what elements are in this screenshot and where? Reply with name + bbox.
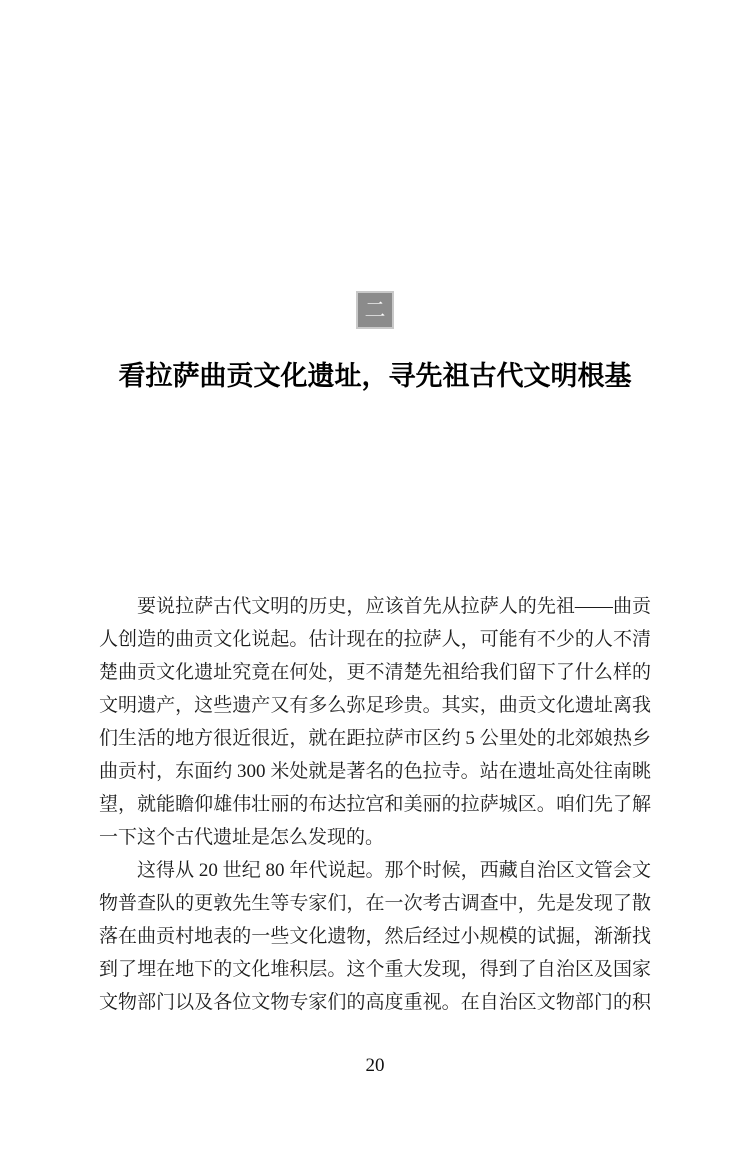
text-line: 要说拉萨古代文明的历史，应该首先从拉萨人的先祖——曲贡 (137, 596, 651, 617)
text-line: 落在曲贡村地表的一些文化遗物，然后经过小规模的试掘，渐渐找 (99, 926, 651, 947)
text-line: 一下这个古代遗址是怎么发现的。 (99, 827, 385, 848)
text-line: 文物部门以及各位文物专家们的高度重视。在自治区文物部门的积 (99, 992, 651, 1013)
text-line: 曲贡村，东面约 300 米处就是著名的色拉寺。站在遗址高处往南眺 (99, 761, 651, 782)
text-line: 物普查队的更敦先生等专家们，在一次考古调查中，先是发现了散 (99, 893, 651, 914)
text-line: 这得从 20 世纪 80 年代说起。那个时候，西藏自治区文管会文 (137, 860, 651, 881)
chapter-title: 看拉萨曲贡文化遗址，寻先祖古代文明根基 (118, 361, 632, 392)
text-line: 人创造的曲贡文化说起。估计现在的拉萨人，可能有不少的人不清 (99, 629, 651, 650)
page-number: 20 (365, 1055, 385, 1076)
text-line: 望，就能瞻仰雄伟壮丽的布达拉宫和美丽的拉萨城区。咱们先了解 (99, 794, 651, 815)
chapter-number-text: 二 (364, 297, 386, 322)
text-line: 到了埋在地下的文化堆积层。这个重大发现，得到了自治区及国家 (99, 959, 651, 980)
text-line: 楚曲贡文化遗址究竟在何处，更不清楚先祖给我们留下了什么样的 (99, 662, 651, 683)
body-text (99, 590, 651, 1019)
text-line: 文明遗产，这些遗产又有多么弥足珍贵。其实，曲贡文化遗址离我 (99, 695, 651, 716)
chapter-number-badge (356, 291, 394, 329)
text-line: 们生活的地方很近很近，就在距拉萨市区约 5 公里处的北郊娘热乡 (99, 728, 651, 749)
